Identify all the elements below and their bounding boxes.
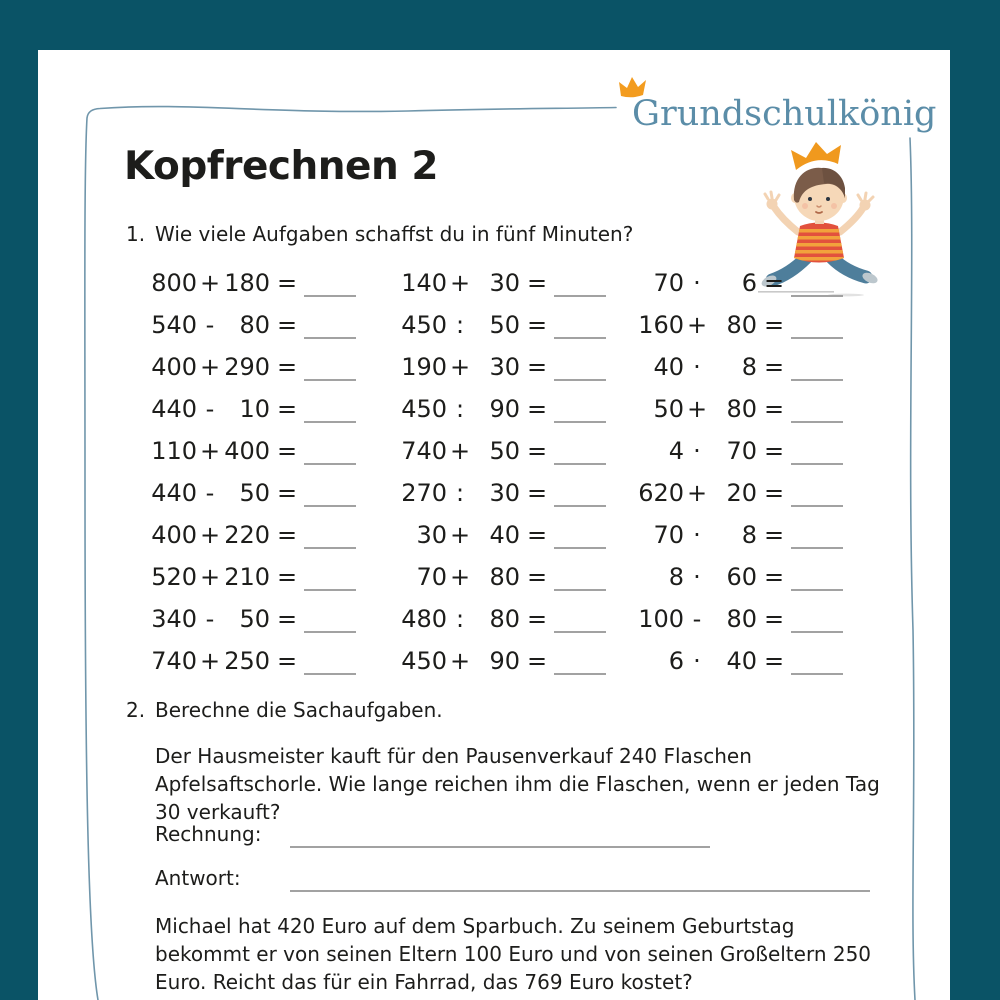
math-problem <box>400 598 637 640</box>
math-problem <box>150 346 400 388</box>
operand-b: 80 <box>726 311 757 339</box>
operand-a: 30 <box>416 521 447 549</box>
operator: · <box>693 437 701 465</box>
equals-sign: = <box>277 605 298 633</box>
operand-b: 10 <box>239 395 270 423</box>
math-problem <box>637 514 867 556</box>
operator: + <box>199 521 221 549</box>
operand-b: 30 <box>489 269 520 297</box>
equals-sign: = <box>527 353 548 381</box>
word-problem-1: Der Hausmeister kauft für den Pausenverkauf 240 Flaschen Apfelsaftschorle. Wie lange reichen ihm die Flaschen, wenn er jeden Tag 30 verkauft? <box>155 744 880 824</box>
answer-blank[interactable] <box>791 673 843 675</box>
equals-sign: = <box>277 521 298 549</box>
equals-sign: = <box>527 605 548 633</box>
logo-text: Grundschulkönig <box>632 94 937 134</box>
operand-b: 30 <box>489 353 520 381</box>
answer-blank[interactable] <box>554 673 606 675</box>
operand-b: 50 <box>239 605 270 633</box>
worksheet-page <box>38 50 950 1000</box>
math-problem <box>400 640 637 682</box>
operand-b: 290 <box>224 353 270 381</box>
math-problem <box>637 598 867 640</box>
answer-blank[interactable] <box>554 589 606 591</box>
operand-a: 440 <box>151 395 197 423</box>
answer-blank[interactable] <box>304 589 356 591</box>
operand-a: 450 <box>401 311 447 339</box>
answer-blank[interactable] <box>791 379 843 381</box>
math-problem <box>150 556 400 598</box>
operand-a: 40 <box>653 353 684 381</box>
operand-b: 8 <box>741 521 757 549</box>
answer-blank[interactable] <box>304 379 356 381</box>
task2-heading <box>126 698 443 722</box>
operand-b: 8 <box>741 353 757 381</box>
operand-b: 6 <box>741 269 757 297</box>
operator: : <box>455 479 465 507</box>
equals-sign: = <box>764 437 785 465</box>
task2-prompt: Berechne die Sachaufgaben. <box>155 698 443 722</box>
operator: · <box>693 269 701 297</box>
operand-a: 70 <box>416 563 447 591</box>
equals-sign: = <box>764 647 785 675</box>
operand-b: 180 <box>224 269 270 297</box>
operator: · <box>693 647 701 675</box>
operand-a: 400 <box>151 521 197 549</box>
operand-a: 450 <box>401 395 447 423</box>
operator: - <box>205 395 215 423</box>
equals-sign: = <box>764 353 785 381</box>
answer-blank[interactable] <box>791 631 843 633</box>
answer-blank[interactable] <box>304 547 356 549</box>
page-title: Kopfrechnen 2 <box>124 144 438 189</box>
operator: · <box>693 521 701 549</box>
operand-a: 8 <box>668 563 684 591</box>
answer-blank[interactable] <box>791 505 843 507</box>
antwort-field <box>155 866 870 892</box>
operator: + <box>686 479 708 507</box>
math-problem <box>150 388 400 430</box>
operand-b: 40 <box>489 521 520 549</box>
math-problem <box>637 640 867 682</box>
answer-blank[interactable] <box>554 505 606 507</box>
math-problem <box>637 388 867 430</box>
operand-a: 100 <box>638 605 684 633</box>
operand-a: 480 <box>401 605 447 633</box>
equals-sign: = <box>277 269 298 297</box>
answer-blank[interactable] <box>554 379 606 381</box>
equals-sign: = <box>527 563 548 591</box>
operand-b: 30 <box>489 479 520 507</box>
operand-a: 800 <box>151 269 197 297</box>
operand-b: 40 <box>726 647 757 675</box>
operand-b: 90 <box>489 647 520 675</box>
operand-a: 70 <box>653 269 684 297</box>
operator: + <box>199 269 221 297</box>
answer-blank[interactable] <box>791 463 843 465</box>
operand-a: 4 <box>668 437 684 465</box>
operand-a: 540 <box>151 311 197 339</box>
math-problem <box>637 472 867 514</box>
answer-blank[interactable] <box>304 295 356 297</box>
rechnung-label: Rechnung: <box>155 822 262 846</box>
equals-sign: = <box>764 521 785 549</box>
answer-blank[interactable] <box>304 337 356 339</box>
math-problem <box>400 430 637 472</box>
operand-b: 60 <box>726 563 757 591</box>
operand-b: 50 <box>489 311 520 339</box>
math-problem <box>637 556 867 598</box>
equals-sign: = <box>527 521 548 549</box>
math-problem <box>150 640 400 682</box>
antwort-answer-line[interactable] <box>290 890 870 892</box>
operand-b: 250 <box>224 647 270 675</box>
answer-blank[interactable] <box>554 421 606 423</box>
math-problem <box>400 346 637 388</box>
answer-blank[interactable] <box>791 589 843 591</box>
operand-b: 90 <box>489 395 520 423</box>
answer-blank[interactable] <box>554 547 606 549</box>
answer-blank[interactable] <box>304 421 356 423</box>
operand-a: 190 <box>401 353 447 381</box>
operand-b: 210 <box>224 563 270 591</box>
operator: + <box>449 521 471 549</box>
answer-blank[interactable] <box>791 295 843 297</box>
operand-b: 80 <box>726 395 757 423</box>
answer-blank[interactable] <box>554 463 606 465</box>
math-problem <box>637 262 867 304</box>
answer-blank[interactable] <box>791 421 843 423</box>
operator: + <box>449 269 471 297</box>
operand-b: 80 <box>489 605 520 633</box>
equals-sign: = <box>277 437 298 465</box>
operand-a: 270 <box>401 479 447 507</box>
operand-b: 50 <box>489 437 520 465</box>
operand-a: 70 <box>653 521 684 549</box>
equals-sign: = <box>527 269 548 297</box>
operand-a: 340 <box>151 605 197 633</box>
operand-a: 740 <box>401 437 447 465</box>
task1-prompt: Wie viele Aufgaben schaffst du in fünf Minuten? <box>155 222 634 246</box>
operand-a: 440 <box>151 479 197 507</box>
equals-sign: = <box>277 479 298 507</box>
operand-b: 50 <box>239 479 270 507</box>
equals-sign: = <box>277 395 298 423</box>
math-problem <box>150 598 400 640</box>
operator: : <box>455 395 465 423</box>
operand-a: 450 <box>401 647 447 675</box>
math-problem <box>400 514 637 556</box>
math-problem <box>150 304 400 346</box>
math-problem <box>150 514 400 556</box>
math-problem <box>400 262 637 304</box>
equals-sign: = <box>527 395 548 423</box>
equals-sign: = <box>527 437 548 465</box>
operator: + <box>199 437 221 465</box>
operand-a: 110 <box>151 437 197 465</box>
math-problem <box>400 556 637 598</box>
operator: + <box>199 647 221 675</box>
answer-blank[interactable] <box>554 295 606 297</box>
answer-blank[interactable] <box>304 673 356 675</box>
operand-b: 70 <box>726 437 757 465</box>
task2-number: 2. <box>126 698 146 722</box>
operand-a: 520 <box>151 563 197 591</box>
math-problem <box>637 430 867 472</box>
operand-b: 20 <box>726 479 757 507</box>
operand-b: 220 <box>224 521 270 549</box>
operator: : <box>455 605 465 633</box>
task1-number: 1. <box>126 222 146 246</box>
operator: · <box>693 353 701 381</box>
equals-sign: = <box>277 311 298 339</box>
operator: + <box>199 563 221 591</box>
equals-sign: = <box>764 563 785 591</box>
math-grid <box>150 262 867 682</box>
operand-a: 740 <box>151 647 197 675</box>
answer-blank[interactable] <box>304 631 356 633</box>
answer-blank[interactable] <box>791 547 843 549</box>
operator: + <box>199 353 221 381</box>
operator: + <box>686 395 708 423</box>
word-problem-2: Michael hat 420 Euro auf dem Sparbuch. Zu seinem Geburtstag bekommt er von seinen Eltern 100 Euro und von seinen Großeltern 250 Euro. Reicht das für ein Fahrrad, das 769 Euro kostet? <box>155 914 872 994</box>
operand-b: 80 <box>726 605 757 633</box>
equals-sign: = <box>527 479 548 507</box>
equals-sign: = <box>277 563 298 591</box>
operator: - <box>205 479 215 507</box>
equals-sign: = <box>764 269 785 297</box>
operator: - <box>205 605 215 633</box>
answer-blank[interactable] <box>304 463 356 465</box>
operand-a: 6 <box>668 647 684 675</box>
operand-b: 80 <box>489 563 520 591</box>
math-problem <box>637 346 867 388</box>
answer-blank[interactable] <box>791 337 843 339</box>
answer-blank[interactable] <box>554 631 606 633</box>
math-problem <box>400 472 637 514</box>
operand-a: 50 <box>653 395 684 423</box>
rechnung-answer-line[interactable] <box>290 846 710 848</box>
operand-b: 80 <box>239 311 270 339</box>
equals-sign: = <box>277 647 298 675</box>
math-problem <box>150 472 400 514</box>
answer-blank[interactable] <box>554 337 606 339</box>
math-problem <box>637 304 867 346</box>
antwort-label: Antwort: <box>155 866 241 890</box>
rechnung-field <box>155 822 710 848</box>
operator: · <box>693 563 701 591</box>
math-problem <box>400 304 637 346</box>
equals-sign: = <box>764 395 785 423</box>
equals-sign: = <box>764 311 785 339</box>
operand-b: 400 <box>224 437 270 465</box>
operator: + <box>449 437 471 465</box>
operator: + <box>449 563 471 591</box>
operand-a: 400 <box>151 353 197 381</box>
operator: : <box>455 311 465 339</box>
answer-blank[interactable] <box>304 505 356 507</box>
task1-heading <box>126 222 633 246</box>
math-problem <box>150 262 400 304</box>
equals-sign: = <box>527 647 548 675</box>
math-problem <box>400 388 637 430</box>
operator: + <box>449 647 471 675</box>
operator: + <box>686 311 708 339</box>
equals-sign: = <box>277 353 298 381</box>
math-problem <box>150 430 400 472</box>
equals-sign: = <box>764 605 785 633</box>
operand-a: 160 <box>638 311 684 339</box>
operand-a: 140 <box>401 269 447 297</box>
operator: + <box>449 353 471 381</box>
operator: - <box>205 311 215 339</box>
equals-sign: = <box>764 479 785 507</box>
operand-a: 620 <box>638 479 684 507</box>
operator: - <box>692 605 702 633</box>
equals-sign: = <box>527 311 548 339</box>
